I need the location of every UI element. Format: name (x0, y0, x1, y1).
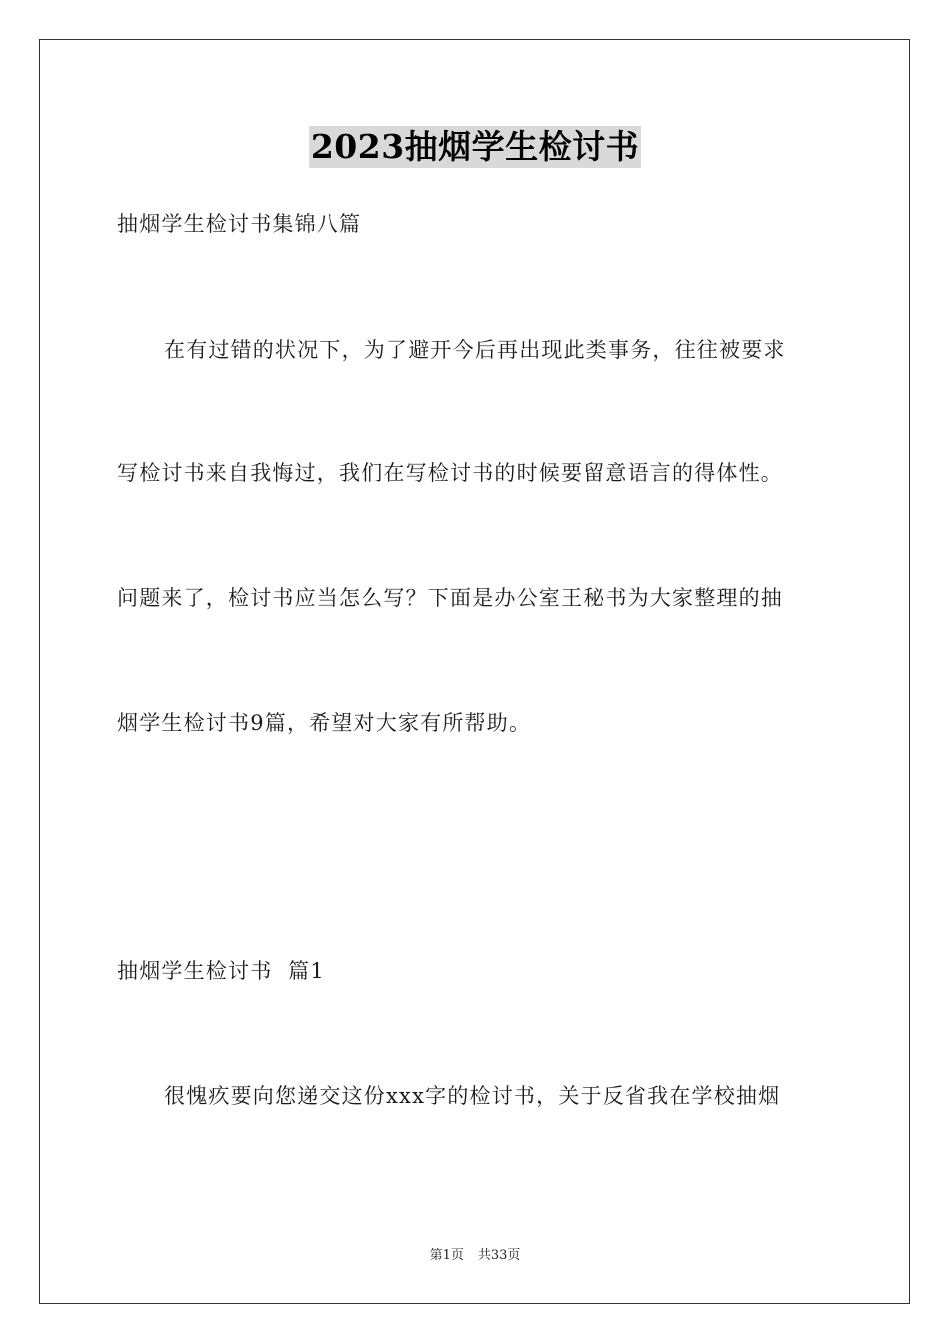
section-paragraph-line: 很愧疚要向您递交这份xxx字的检讨书，关于反省我在学校抽烟 (164, 1084, 781, 1108)
paragraph-line: 烟学生检讨书9篇，希望对大家有所帮助。 (117, 711, 532, 735)
page-footer (0, 1247, 950, 1265)
document-subtitle: 抽烟学生检讨书集锦八篇 (117, 212, 362, 236)
section-heading: 抽烟学生检讨书 篇1 (117, 959, 325, 983)
title-container (0, 126, 950, 168)
paragraph-line: 在有过错的状况下，为了避开今后再出现此类事务，往往被要求 (164, 338, 786, 362)
page-number: 第1页 (429, 1248, 464, 1263)
paragraph-line: 写检讨书来自我悔过，我们在写检讨书的时候要留意语言的得体性。 (117, 461, 783, 485)
page-total: 共33页 (477, 1248, 521, 1263)
document-title: 2023抽烟学生检讨书 (310, 127, 640, 166)
paragraph-line: 问题来了，检讨书应当怎么写？下面是办公室王秘书为大家整理的抽 (117, 586, 783, 610)
